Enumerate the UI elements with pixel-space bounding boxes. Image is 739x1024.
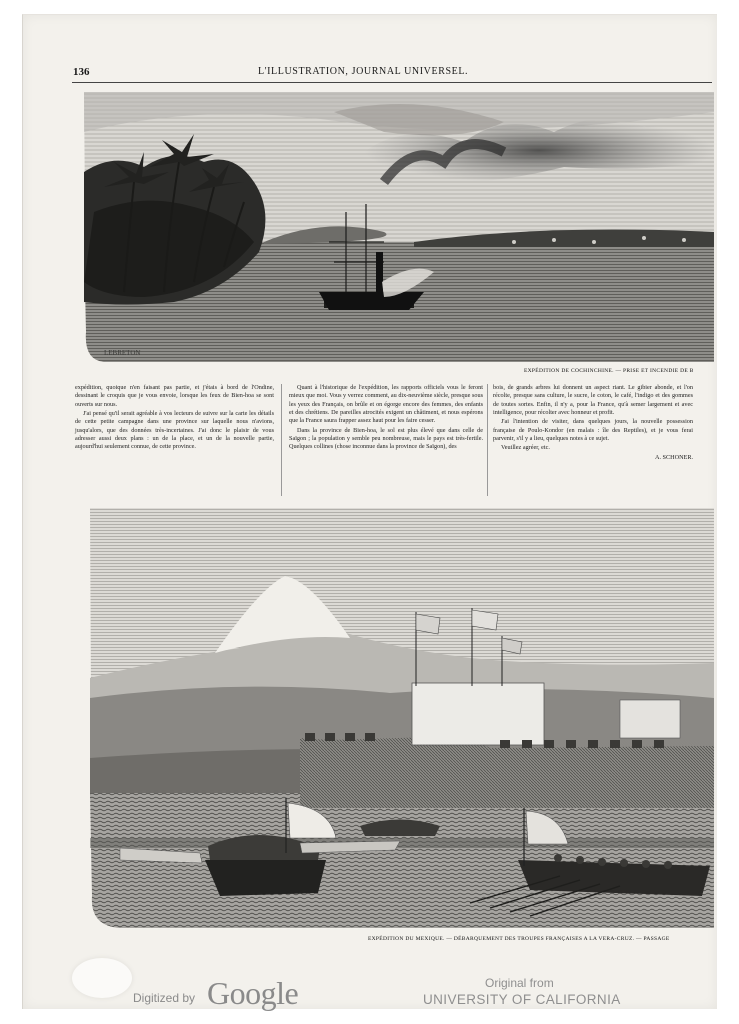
illustration-cochinchine [84, 92, 714, 362]
page-number: 136 [73, 66, 90, 78]
illustration-mexique [90, 508, 714, 928]
paragraph: J'ai l'intention de visiter, dans quelques jours, la nouvelle possession française de Poulo-Kondor (en malais : île des Reptiles), et je vous ferai parvenir, s'il y a lieu, quelques notes à ce sujet. [493, 418, 693, 443]
paragraph: Dans la province de Bien-hoa, le sol est plus élevé que dans celle de Saïgon ; la population y semble peu nombreuse, mais le pays est très-fertile. Quelques collines (chose inconnue dans la province de Saïgon), des [289, 426, 483, 451]
article-column-2 [289, 384, 483, 453]
engraver-mark: LEBRETON [104, 349, 141, 357]
institution-label: UNIVERSITY OF CALIFORNIA [423, 992, 621, 1007]
paragraph: expédition, quoique n'en faisant pas partie, et j'étais à bord de l'Ondine, dessinant le croquis que je vous envoie, lorsque les feux de Bien-hoa se sont ouverts sur nous. [75, 384, 274, 408]
article-column-1 [75, 384, 274, 453]
column-rule [487, 384, 488, 496]
header-rule [72, 82, 712, 83]
article-column-3 [493, 384, 693, 462]
original-from-label: Original from [485, 976, 554, 990]
page-curl [72, 958, 132, 998]
paragraph: bois, de grands arbres lui donnent un aspect riant. Le gibier abonde, et l'on récolte, presque sans culture, le sucre, le coton, le café, l'indigo et des gommes de toutes sortes. Enfin, il n'y a, pour la France, qu'à semer largement et avec intelligence, pour récolter avec honneur et profit. [493, 384, 693, 417]
paragraph: J'ai pensé qu'il serait agréable à vos lecteurs de suivre sur la carte les détails de cette petite campagne dans une province sur laquelle nous n'avions, jusqu'alors, que des données très-incertaines. J'ai donc le plaisir de vous adresser aussi deux plans : un de la place, et un de la nouvelle partie, aujourd'hui seulement connue, de cette province. [75, 410, 274, 451]
google-logo: Google [207, 975, 299, 1011]
digitized-by-label: Digitized by [133, 991, 196, 1005]
signature: A. SCHONER. [655, 453, 693, 461]
caption-mexique: EXPÉDITION DU MEXIQUE. — DÉBARQUEMENT DES TROUPES FRANÇAISES A LA VERA-CRUZ. — PASSAGE [368, 936, 670, 942]
caption-cochinchine: EXPÉDITION DE COCHINCHINE. — PRISE ET INCENDIE DE B [524, 368, 694, 374]
paragraph: Veuillez agréer, etc. [501, 444, 550, 452]
paragraph: Quant à l'historique de l'expédition, les rapports officiels vous le feront mieux que moi. Vous y verrez comment, au dix-neuvième siècle, presque sous les yeux des Français, on brûle et on égorge encore des femmes, des enfants et des chrétiens. De pareilles atrocités exigent un châtiment, et nous espérons que la France saura frapper assez haut pour les faire cesser. [289, 384, 483, 425]
running-head: L'ILLUSTRATION, JOURNAL UNIVERSEL. [258, 66, 469, 77]
column-rule [281, 384, 282, 496]
